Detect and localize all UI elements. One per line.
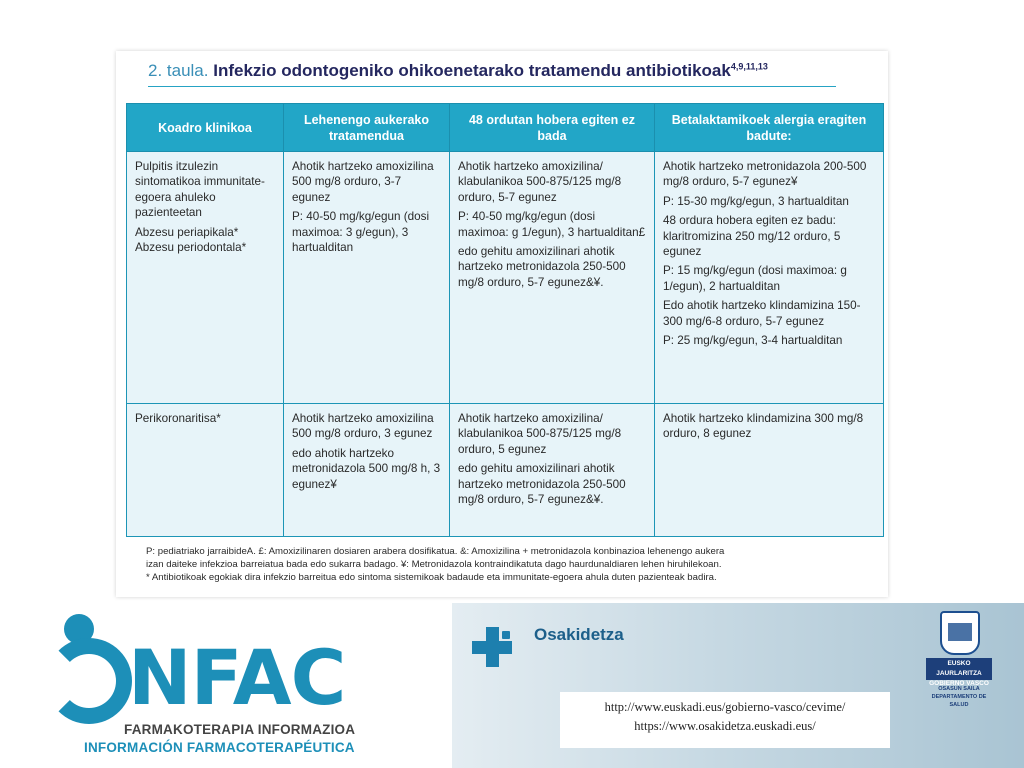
cell-first-line	[284, 404, 450, 537]
cell-text: Perikoronaritisa*	[135, 412, 221, 425]
gobierno-vasco-logo	[922, 611, 996, 707]
cell-text: Ahotik hartzeko amoxizilina 500 mg/8 orduro, 3-7 egunez	[292, 160, 434, 204]
osakidetza-link[interactable]: https://www.osakidetza.euskadi.eus/	[634, 719, 816, 733]
header-first-line: Lehenengo aukerako tratamendua	[284, 104, 450, 152]
infac-ring-icon	[46, 638, 132, 724]
infac-logo	[44, 612, 384, 762]
cevime-link[interactable]: http://www.euskadi.eus/gobierno-vasco/cevime/	[604, 700, 846, 714]
table-row	[127, 404, 884, 537]
cell-allergy	[655, 404, 884, 537]
gv-name-eu: EUSKO JAURLARITZA	[936, 660, 982, 677]
cell-text: P: 40-50 mg/kg/egun (dosi maximoa: g 1/egun), 3 hartualditan£	[458, 210, 646, 239]
infac-wordmark: NFAC	[128, 633, 346, 722]
osakidetza-name: Osakidetza	[534, 625, 624, 644]
gv-department	[922, 685, 996, 709]
cell-no-improvement	[450, 152, 655, 404]
gv-name-es: GOBIERNO VASCO	[929, 680, 989, 687]
infac-subtitle-es: INFORMACIÓN FARMACOTERAPÉUTICA	[84, 740, 355, 755]
cell-text: Ahotik hartzeko klindamizina 300 mg/8 orduro, 8 egunez	[663, 412, 864, 441]
cell-text: Pulpitis itzulezin sintomatikoa immunitate-egoera ahuleko pazienteetan	[135, 160, 265, 220]
cell-text: Ahotik hartzeko amoxizilina/ klabulanikoa 500-875/125 mg/8 orduro, 5 egunez	[458, 412, 622, 456]
table-title-refs: 4,9,11,13	[730, 61, 768, 72]
cell-no-improvement	[450, 404, 655, 537]
footnote-line: P: pediatriako jarraibideA. £: Amoxizilinaren dosiaren arabera dosifikatua. &: Amoxizilina + metronidazola konbinazioa lehenengo aukera	[146, 546, 725, 557]
infac-subtitle-eu: FARMAKOTERAPIA INFORMAZIOA	[124, 722, 356, 737]
cell-text: Abzesu periapikala* Abzesu periodontala*	[135, 225, 247, 255]
table-row	[127, 152, 884, 404]
table-header-row	[127, 104, 884, 152]
table-number: 2. taula.	[148, 61, 209, 80]
cell-text: P: 15 mg/kg/egun (dosi maximoa: g 1/egun), 2 hartualditan	[663, 264, 847, 293]
cell-text: P: 15-30 mg/kg/egun, 3 hartualditan	[663, 194, 849, 208]
table-panel	[116, 51, 888, 597]
gv-name-box	[926, 658, 992, 687]
footnote-line: * Antibiotikoak egokiak dira infekzio barreitua edo sintoma sistemikoak badaude eta immunitate-egoera ahula duten pazienteak badira.	[146, 572, 717, 583]
cell-clinical	[127, 404, 284, 537]
antibiotic-table	[126, 103, 884, 537]
cell-first-line	[284, 152, 450, 404]
gv-dept-eu: OSASUN SAILA	[938, 686, 980, 692]
title-rule	[148, 86, 836, 87]
header-allergy: Betalaktamikoek alergia eragiten badute:	[655, 104, 884, 152]
footnotes	[146, 545, 876, 584]
links-box	[560, 692, 890, 748]
header-clinical: Koadro klinikoa	[127, 104, 284, 152]
cell-text: Ahotik hartzeko amoxizilina/ klabulanikoa 500-875/125 mg/8 orduro, 5-7 egunez	[458, 160, 622, 204]
cell-text: edo gehitu amoxizilinari ahotik hartzeko metronidazola 250-500 mg/8 orduro, 5-7 egunez&¥.	[458, 462, 626, 507]
footnote-line: izan daiteke infekzioa barreiatua bada edo sukarra badago. ¥: Metronidazola kontraindikatuta dago haurdunaldiaren lehen hiruhilekoan.	[146, 559, 722, 570]
cell-text: Ahotik hartzeko amoxizilina 500 mg/8 orduro, 3 egunez	[292, 412, 434, 441]
osakidetza-cross-icon	[472, 627, 512, 667]
cell-text: edo gehitu amoxizilinari ahotik hartzeko metronidazola 250-500 mg/8 orduro, 5-7 egunez&¥.	[458, 245, 626, 289]
cell-clinical	[127, 152, 284, 404]
cell-allergy	[655, 152, 884, 404]
cell-text: 48 ordura hobera egiten ez badu: klaritromizina 250 mg/12 orduro, 5 egunez	[663, 214, 841, 259]
table-title-text: Infekzio odontogeniko ohikoenetarako tratamendu antibiotikoak	[213, 61, 731, 80]
header-no-improvement: 48 ordutan hobera egiten ez bada	[450, 104, 655, 152]
cell-text: Ahotik hartzeko metronidazola 200-500 mg/8 orduro, 5-7 egunez¥	[663, 160, 867, 189]
gv-dept-es: DEPARTAMENTO DE SALUD	[931, 694, 987, 708]
cell-text: P: 25 mg/kg/egun, 3-4 hartualditan	[663, 334, 843, 348]
table-title	[148, 61, 838, 81]
cell-text: edo ahotik hartzeko metronidazola 500 mg/8 h, 3 egunez¥	[292, 446, 441, 491]
cell-text: Edo ahotik hartzeko klindamizina 150-300 mg/6-8 orduro, 5-7 egunez	[663, 299, 861, 328]
cell-text: P: 40-50 mg/kg/egun (dosi maximoa: 3 g/egun), 3 hartualditan	[292, 210, 430, 255]
coat-of-arms-icon	[940, 611, 980, 655]
